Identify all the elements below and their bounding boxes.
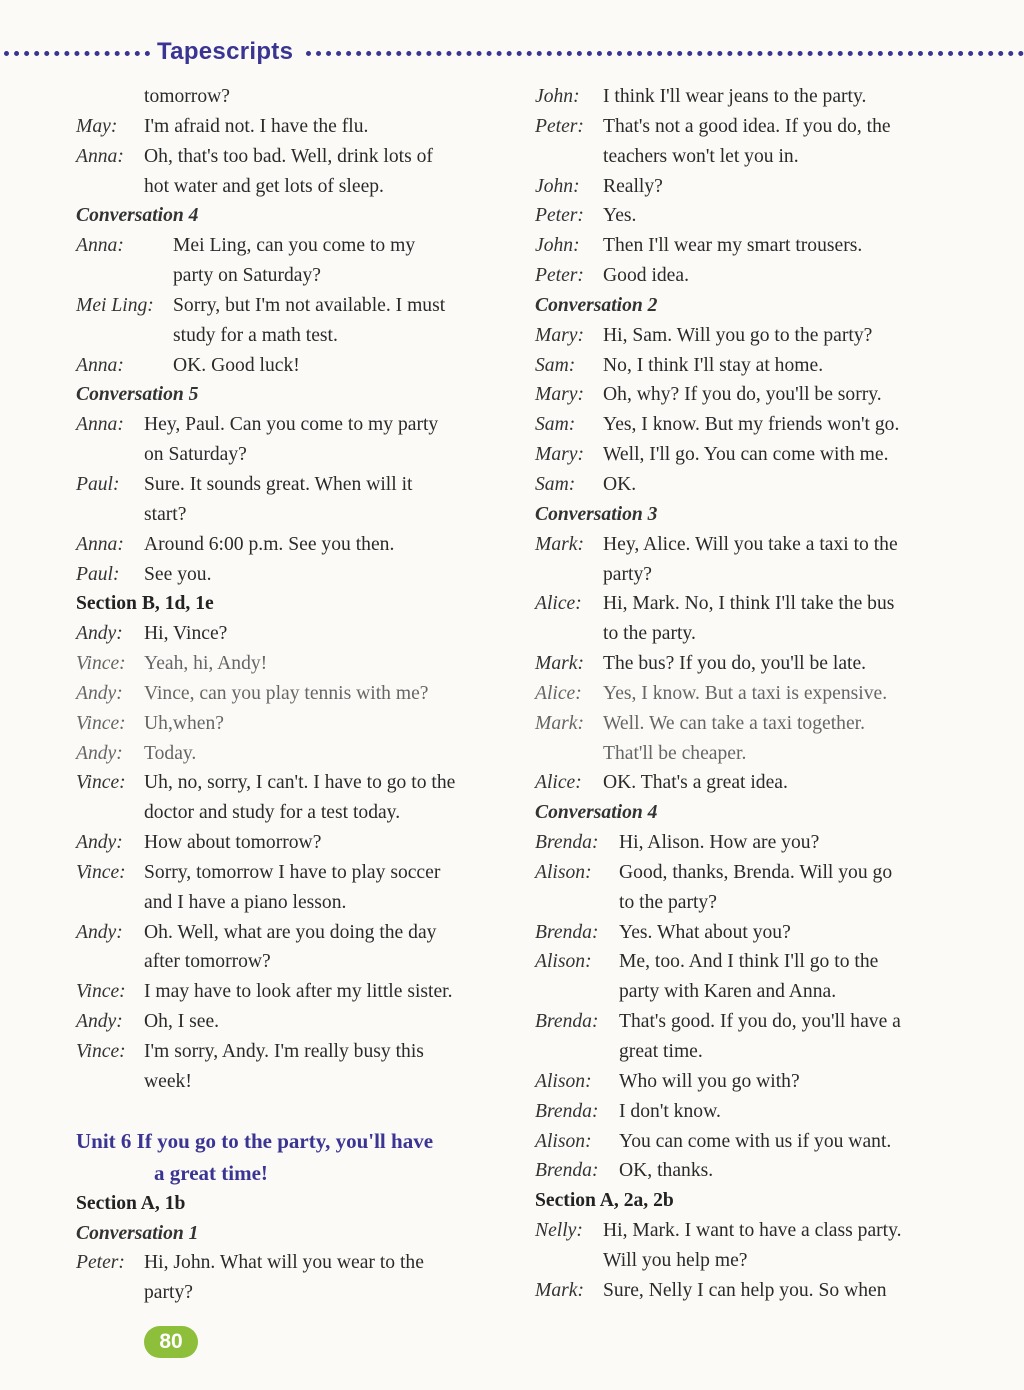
speaker-name: Brenda:: [535, 1011, 599, 1033]
dialogue-line: [76, 709, 506, 739]
dialogue-text: Uh,when?: [144, 712, 224, 734]
dialogue-line: [535, 470, 965, 500]
dialogue-line: [76, 172, 506, 202]
dialogue-text: Well. We can take a taxi together.: [603, 712, 865, 734]
speaker-name: [76, 500, 144, 530]
dialogue-line: [535, 1276, 965, 1306]
speaker-name: Anna:: [76, 235, 124, 257]
dialogue-line: [535, 828, 965, 858]
speaker-name: John:: [535, 175, 580, 197]
speaker-name: Sam:: [535, 473, 576, 495]
speaker-name: Vince:: [76, 861, 126, 883]
speaker-name: Anna:: [76, 354, 124, 376]
speaker-name: Mark:: [535, 653, 584, 675]
dialogue-line: [535, 768, 965, 798]
dialogue-line: [76, 321, 506, 351]
dialogue-text: Vince, can you play tennis with me?: [144, 682, 429, 704]
dialogue-line: [76, 470, 506, 500]
dialogue-line: [535, 918, 965, 948]
speaker-name: Mark:: [535, 1279, 584, 1301]
dialogue-text: I don't know.: [619, 1100, 721, 1122]
dialogue-line: [535, 619, 965, 649]
page-header: [0, 36, 1024, 70]
page-title: Tapescripts: [157, 38, 294, 65]
speaker-name: Mary:: [535, 444, 584, 466]
dialogue-text: Really?: [603, 175, 663, 197]
dialogue-line: [535, 888, 965, 918]
speaker-name: [535, 977, 619, 1007]
dialogue-line: [535, 858, 965, 888]
speaker-name: [76, 172, 144, 202]
header-dots-right: [306, 51, 1024, 56]
speaker-name: Paul:: [76, 563, 120, 585]
speaker-name: Alison:: [535, 1130, 592, 1152]
speaker-name: [535, 560, 603, 590]
speaker-name: Brenda:: [535, 1160, 599, 1182]
speaker-name: Brenda:: [535, 921, 599, 943]
dialogue-text: week!: [144, 1070, 192, 1092]
dialogue-line: [76, 291, 506, 321]
dialogue-line: [535, 410, 965, 440]
dialogue-line: [76, 410, 506, 440]
dialogue-text: Me, too. And I think I'll go to the: [619, 951, 879, 973]
speaker-name: [76, 321, 173, 351]
dialogue-text: to the party.: [603, 623, 696, 645]
dialogue-text: No, I think I'll stay at home.: [603, 354, 824, 376]
dialogue-text: I'm afraid not. I have the flu.: [144, 115, 369, 137]
dialogue-line: [535, 142, 965, 172]
dialogue-text: Oh, why? If you do, you'll be sorry.: [603, 384, 882, 406]
speaker-name: Vince:: [76, 653, 126, 675]
dialogue-line: [76, 679, 506, 709]
speaker-name: Alice:: [535, 772, 582, 794]
dialogue-text: Sorry, tomorrow I have to play soccer: [144, 861, 441, 883]
page-number-badge: 80: [144, 1326, 198, 1358]
dialogue-line: [535, 351, 965, 381]
dialogue-line: [535, 261, 965, 291]
dialogue-line: [535, 201, 965, 231]
speaker-name: Vince:: [76, 712, 126, 734]
dialogue-line: [535, 589, 965, 619]
dialogue-text: Good, thanks, Brenda. Will you go: [619, 861, 893, 883]
dialogue-line: [535, 977, 965, 1007]
dialogue-line: [535, 739, 965, 769]
speaker-name: Alice:: [535, 682, 582, 704]
dialogue-text: party?: [144, 1282, 193, 1304]
dialogue-text: Yeah, hi, Andy!: [144, 653, 268, 675]
speaker-name: [76, 261, 173, 291]
dialogue-text: OK. That's a great idea.: [603, 772, 788, 794]
speaker-name: [76, 947, 144, 977]
dialogue-text: start?: [144, 503, 187, 525]
dialogue-text: Oh, I see.: [144, 1011, 220, 1033]
conversation-heading: Conversation 4: [535, 802, 658, 824]
dialogue-text: party with Karen and Anna.: [619, 981, 837, 1003]
speaker-name: Andy:: [76, 742, 123, 764]
dialogue-text: OK.: [603, 473, 637, 495]
dialogue-text: Mei Ling, can you come to my: [173, 235, 416, 257]
speaker-name: Alison:: [535, 1070, 592, 1092]
dialogue-text: teachers won't let you in.: [603, 145, 799, 167]
dialogue-text: and I have a piano lesson.: [144, 891, 347, 913]
speaker-name: May:: [76, 115, 118, 137]
speaker-name: Andy:: [76, 682, 123, 704]
dialogue-line: [76, 500, 506, 530]
dialogue-text: Then I'll wear my smart trousers.: [603, 235, 863, 257]
conversation-heading: Conversation 1: [76, 1222, 199, 1244]
speaker-name: Paul:: [76, 473, 120, 495]
dialogue-text: to the party?: [619, 891, 717, 913]
speaker-name: [535, 888, 619, 918]
speaker-name: [76, 82, 144, 112]
header-dots-left: [4, 51, 150, 56]
dialogue-line: [535, 1007, 965, 1037]
speaker-name: Mary:: [535, 324, 584, 346]
dialogue-text: Will you help me?: [603, 1249, 748, 1271]
dialogue-text: Yes, I know. But a taxi is expensive.: [603, 682, 888, 704]
dialogue-text: The bus? If you do, you'll be late.: [603, 653, 867, 675]
speaker-name: Vince:: [76, 981, 126, 1003]
dialogue-text: Uh, no, sorry, I can't. I have to go to the: [144, 772, 456, 794]
dialogue-text: Hi, Vince?: [144, 623, 228, 645]
dialogue-text: Well, I'll go. You can come with me.: [603, 444, 889, 466]
dialogue-text: How about tomorrow?: [144, 832, 322, 854]
dialogue-line: [76, 261, 506, 291]
speaker-name: Alice:: [535, 593, 582, 615]
section-heading: Section B, 1d, 1e: [76, 593, 214, 615]
dialogue-line: [535, 1156, 965, 1186]
dialogue-line: [76, 231, 506, 261]
dialogue-line: [76, 1067, 506, 1097]
speaker-name: Andy:: [76, 623, 123, 645]
dialogue-text: Hi, Mark. I want to have a class party.: [603, 1220, 902, 1242]
dialogue-line: [76, 918, 506, 948]
spacer: [76, 1097, 506, 1125]
speaker-name: Anna:: [76, 533, 124, 555]
speaker-name: Peter:: [535, 205, 584, 227]
dialogue-text: That'll be cheaper.: [603, 742, 747, 764]
speaker-name: Mark:: [535, 533, 584, 555]
speaker-name: [76, 1067, 144, 1097]
speaker-name: Peter:: [76, 1252, 125, 1274]
dialogue-text: Yes. What about you?: [619, 921, 791, 943]
dialogue-line: [535, 321, 965, 351]
speaker-name: Andy:: [76, 832, 123, 854]
dialogue-text: on Saturday?: [144, 444, 247, 466]
speaker-name: Alison:: [535, 861, 592, 883]
dialogue-line: [535, 1097, 965, 1127]
dialogue-line: [76, 560, 506, 590]
speaker-name: Mark:: [535, 712, 584, 734]
dialogue-text: party?: [603, 563, 652, 585]
dialogue-line: [535, 1037, 965, 1067]
dialogue-line: [535, 947, 965, 977]
dialogue-line: [535, 679, 965, 709]
dialogue-line: [535, 82, 965, 112]
dialogue-text: Who will you go with?: [619, 1070, 800, 1092]
speaker-name: John:: [535, 235, 580, 257]
dialogue-text: That's good. If you do, you'll have a: [619, 1011, 901, 1033]
dialogue-text: Hi, Sam. Will you go to the party?: [603, 324, 873, 346]
speaker-name: Vince:: [76, 772, 126, 794]
speaker-name: Alison:: [535, 951, 592, 973]
speaker-name: [535, 142, 603, 172]
dialogue-text: party on Saturday?: [173, 265, 321, 287]
speaker-name: Brenda:: [535, 1100, 599, 1122]
dialogue-text: Good idea.: [603, 265, 689, 287]
dialogue-text: You can come with us if you want.: [619, 1130, 892, 1152]
speaker-name: Sam:: [535, 414, 576, 436]
dialogue-text: I'm sorry, Andy. I'm really busy this: [144, 1041, 424, 1062]
dialogue-line: [76, 142, 506, 172]
speaker-name: Brenda:: [535, 832, 599, 854]
dialogue-text: OK. Good luck!: [173, 354, 300, 376]
conversation-heading: Conversation 5: [76, 384, 199, 406]
unit-subtitle: a great time!: [154, 1160, 268, 1185]
dialogue-text: Sorry, but I'm not available. I must: [173, 294, 446, 316]
dialogue-text: doctor and study for a test today.: [144, 802, 401, 824]
speaker-name: [76, 798, 144, 828]
dialogue-text: tomorrow?: [144, 86, 230, 107]
dialogue-line: [535, 440, 965, 470]
dialogue-line: [535, 709, 965, 739]
dialogue-line: [76, 1248, 506, 1278]
dialogue-line: [76, 440, 506, 470]
dialogue-text: Hi, Mark. No, I think I'll take the bus: [603, 593, 895, 615]
conversation-heading: Conversation 4: [76, 205, 199, 227]
dialogue-line: [535, 112, 965, 142]
speaker-name: Andy:: [76, 1011, 123, 1033]
dialogue-line: [76, 619, 506, 649]
dialogue-text: I may have to look after my little sister.: [144, 981, 453, 1003]
conversation-heading: Conversation 2: [535, 294, 658, 316]
dialogue-line: [76, 1278, 506, 1308]
dialogue-text: See you.: [144, 563, 212, 585]
speaker-name: Anna:: [76, 145, 124, 167]
dialogue-text: That's not a good idea. If you do, the: [603, 115, 891, 137]
dialogue-text: Sure. It sounds great. When will it: [144, 473, 413, 495]
dialogue-text: Today.: [144, 742, 197, 764]
dialogue-text: Hey, Alice. Will you take a taxi to the: [603, 533, 898, 555]
dialogue-line: [76, 798, 506, 828]
speaker-name: Vince:: [76, 1041, 126, 1062]
dialogue-text: Sure, Nelly I can help you. So when: [603, 1279, 887, 1301]
dialogue-line: [76, 977, 506, 1007]
dialogue-line: [535, 530, 965, 560]
unit-title: Unit 6 If you go to the party, you'll have: [76, 1128, 434, 1153]
speaker-name: Andy:: [76, 921, 123, 943]
dialogue-text: OK, thanks.: [619, 1160, 714, 1182]
dialogue-text: after tomorrow?: [144, 951, 271, 973]
dialogue-line: [76, 739, 506, 769]
dialogue-line: [535, 1216, 965, 1246]
speaker-name: [535, 1037, 619, 1067]
speaker-name: Nelly:: [535, 1220, 583, 1242]
dialogue-line: [76, 858, 506, 888]
dialogue-text: Hey, Paul. Can you come to my party: [144, 414, 439, 436]
dialogue-line: [76, 1037, 506, 1067]
dialogue-line: [76, 82, 506, 112]
dialogue-text: Yes.: [603, 205, 637, 227]
right-column: [535, 82, 965, 1306]
speaker-name: Anna:: [76, 414, 124, 436]
dialogue-line: [76, 947, 506, 977]
dialogue-line: [76, 888, 506, 918]
dialogue-text: Around 6:00 p.m. See you then.: [144, 533, 395, 555]
speaker-name: John:: [535, 86, 580, 107]
dialogue-line: [535, 1067, 965, 1097]
section-heading: Section A, 2a, 2b: [535, 1190, 674, 1212]
dialogue-text: Oh. Well, what are you doing the day: [144, 921, 437, 943]
conversation-heading: Conversation 3: [535, 503, 658, 525]
dialogue-line: [535, 172, 965, 202]
dialogue-line: [76, 112, 506, 142]
left-column: [76, 82, 506, 1308]
speaker-name: [76, 888, 144, 918]
dialogue-text: I think I'll wear jeans to the party.: [603, 86, 867, 107]
dialogue-line: [535, 560, 965, 590]
speaker-name: [76, 1278, 144, 1308]
dialogue-text: Hi, John. What will you wear to the: [144, 1252, 424, 1274]
speaker-name: [535, 619, 603, 649]
dialogue-line: [76, 351, 506, 381]
speaker-name: [76, 440, 144, 470]
dialogue-line: [76, 530, 506, 560]
dialogue-line: [76, 649, 506, 679]
speaker-name: Sam:: [535, 354, 576, 376]
speaker-name: Mary:: [535, 384, 584, 406]
speaker-name: Peter:: [535, 265, 584, 287]
dialogue-line: [76, 1007, 506, 1037]
dialogue-text: Hi, Alison. How are you?: [619, 832, 820, 854]
dialogue-line: [535, 380, 965, 410]
dialogue-line: [76, 768, 506, 798]
dialogue-line: [535, 649, 965, 679]
dialogue-text: great time.: [619, 1041, 703, 1062]
dialogue-text: Oh, that's too bad. Well, drink lots of: [144, 145, 433, 167]
speaker-name: [535, 739, 603, 769]
dialogue-text: study for a math test.: [173, 324, 338, 346]
dialogue-line: [535, 1127, 965, 1157]
dialogue-line: [535, 231, 965, 261]
speaker-name: Peter:: [535, 115, 584, 137]
speaker-name: [535, 1246, 603, 1276]
section-heading: Section A, 1b: [76, 1192, 186, 1214]
speaker-name: Mei Ling:: [76, 294, 154, 316]
dialogue-line: [535, 1246, 965, 1276]
dialogue-text: Yes, I know. But my friends won't go.: [603, 414, 900, 436]
dialogue-text: hot water and get lots of sleep.: [144, 175, 384, 197]
dialogue-line: [76, 828, 506, 858]
